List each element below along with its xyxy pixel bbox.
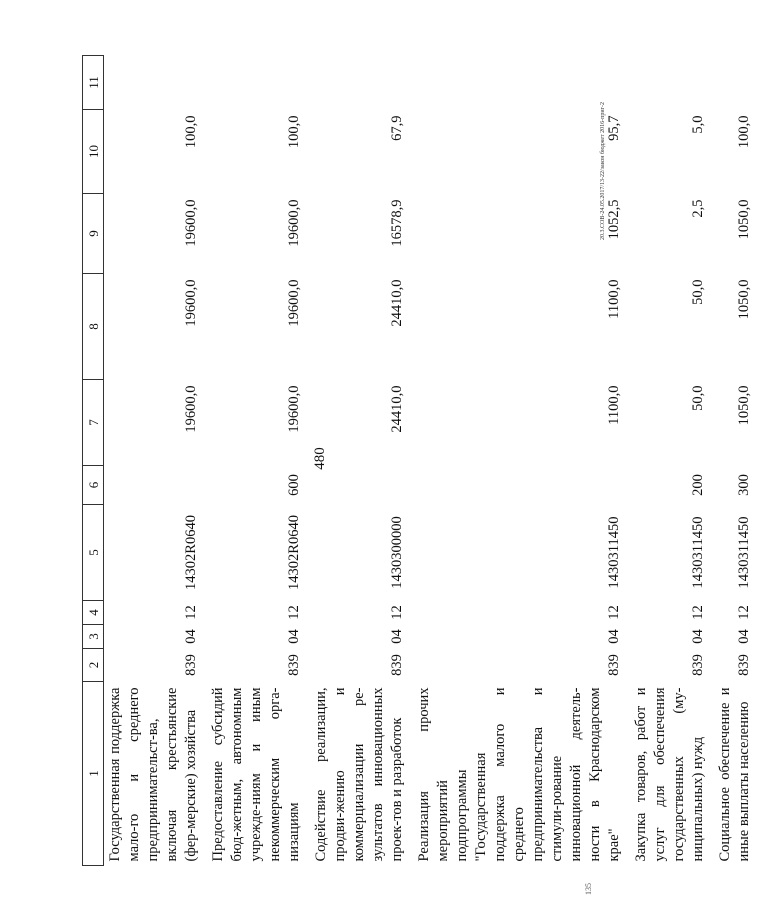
cell-c11: 100,0 — [183, 115, 199, 149]
header-row — [83, 56, 104, 866]
corner-mark: 135 — [584, 883, 593, 895]
table-row — [104, 56, 208, 866]
cell-c11: 100,0 — [736, 115, 752, 149]
cell-c7 — [104, 466, 208, 505]
cell-c6: 1430311450 — [690, 516, 706, 589]
table-row — [630, 56, 714, 866]
cell-c11: 67,9 — [389, 115, 405, 141]
table-row — [714, 56, 760, 866]
cell-c9: 19600,0 — [183, 279, 199, 327]
col-header: 4 — [83, 601, 104, 625]
cell-c5: 12 — [183, 605, 199, 620]
col-header: 10 — [83, 110, 104, 194]
cell-c3: 839 — [286, 654, 302, 676]
cell-c4: 04 — [606, 629, 622, 644]
cell-c8: 50,0 — [690, 385, 706, 411]
cell-c6: 1430311450 — [606, 516, 622, 589]
cell-c4: 04 — [183, 629, 199, 644]
cell-c9: 19600,0 — [286, 279, 302, 327]
cell-c5: 12 — [389, 605, 405, 620]
row-name: Закупка товаров, работ и услуг для обеспечения государственных (му-ниципальных) нужд — [633, 687, 706, 862]
cell-c10: 19600,0 — [183, 199, 199, 247]
cell-c8: 24410,0 — [389, 385, 405, 433]
cell-c9: 1100,0 — [606, 279, 622, 319]
cell-c6: 1430311450 — [736, 516, 752, 589]
row-name: Содействие реализации, продви-жению и коммерциализации ре-зультатов инновационных проек-тов и разработок — [313, 687, 405, 862]
cell-c6: 1430300000 — [389, 516, 405, 589]
cell-c10: 2,5 — [690, 199, 706, 218]
table-row — [207, 56, 310, 866]
col-header: 5 — [83, 505, 104, 601]
col-header: 6 — [83, 466, 104, 505]
row-name: Реализация прочих мероприятий подпрограммы "Государственная поддержка малого и среднего предпринимательства и стимули-рование инновационной деятель-ности в Краснодарском крае" — [416, 687, 622, 862]
cell-c3: 839 — [736, 654, 752, 676]
cell-c4: 04 — [389, 629, 405, 644]
cell-c7 — [310, 466, 413, 505]
cell-c7: 300 — [736, 474, 752, 496]
cell-c11: 100,0 — [286, 115, 302, 149]
cell-c10: 1052,5 — [606, 199, 622, 240]
cell-c10: 16578,9 — [389, 199, 405, 247]
cell-c3: 839 — [389, 654, 405, 676]
cell-c8: 1100,0 — [606, 385, 622, 425]
cell-c7: 600 — [286, 474, 302, 496]
row-name: Социальное обеспечение и иные выплаты населению — [717, 687, 752, 862]
table-row — [310, 56, 413, 866]
cell-c6: 14302R0640 — [183, 515, 199, 590]
cell-c11: 5,0 — [690, 115, 706, 134]
row-name: Государственная поддержка мало-го и среднего предпринимательст-ва, включая крестьянские (фер-мерские) хозяйства — [107, 687, 199, 862]
cell-c6: 14302R0640 — [286, 515, 302, 590]
cell-c4: 04 — [286, 629, 302, 644]
cell-c7 — [413, 466, 630, 505]
page-number: 480 — [311, 447, 328, 470]
cell-c10: 1050,0 — [736, 199, 752, 240]
budget-table — [82, 55, 760, 866]
col-header: 8 — [83, 274, 104, 380]
table-row — [413, 56, 630, 866]
cell-c8: 19600,0 — [286, 385, 302, 433]
col-header: 2 — [83, 649, 104, 682]
col-header: 1 — [83, 682, 104, 866]
cell-c3: 839 — [183, 654, 199, 676]
cell-c5: 12 — [606, 605, 622, 620]
cell-c4: 04 — [736, 629, 752, 644]
cell-c10: 19600,0 — [286, 199, 302, 247]
col-header: 7 — [83, 380, 104, 466]
row-name: Предоставление субсидий бюд-жетным, автономным учрежде-ниям и иным некоммерческим орга-низациям — [210, 687, 302, 862]
document-stamp: 20.3.СОВ-24.05.2017/13-22/закон бюджет 2016-приг-2 — [600, 101, 606, 240]
cell-c3: 839 — [606, 654, 622, 676]
cell-c8: 19600,0 — [183, 385, 199, 433]
cell-c7: 200 — [690, 474, 706, 496]
cell-c9: 50,0 — [690, 279, 706, 305]
cell-c3: 839 — [690, 654, 706, 676]
col-header: 3 — [83, 625, 104, 649]
cell-c11: 95,7 — [606, 115, 622, 141]
cell-c5: 12 — [690, 605, 706, 620]
col-header: 11 — [83, 56, 104, 110]
cell-c9: 24410,0 — [389, 279, 405, 327]
cell-c5: 12 — [286, 605, 302, 620]
cell-c8: 1050,0 — [736, 385, 752, 426]
cell-c5: 12 — [736, 605, 752, 620]
col-header: 9 — [83, 194, 104, 274]
cell-c4: 04 — [690, 629, 706, 644]
cell-c9: 1050,0 — [736, 279, 752, 320]
